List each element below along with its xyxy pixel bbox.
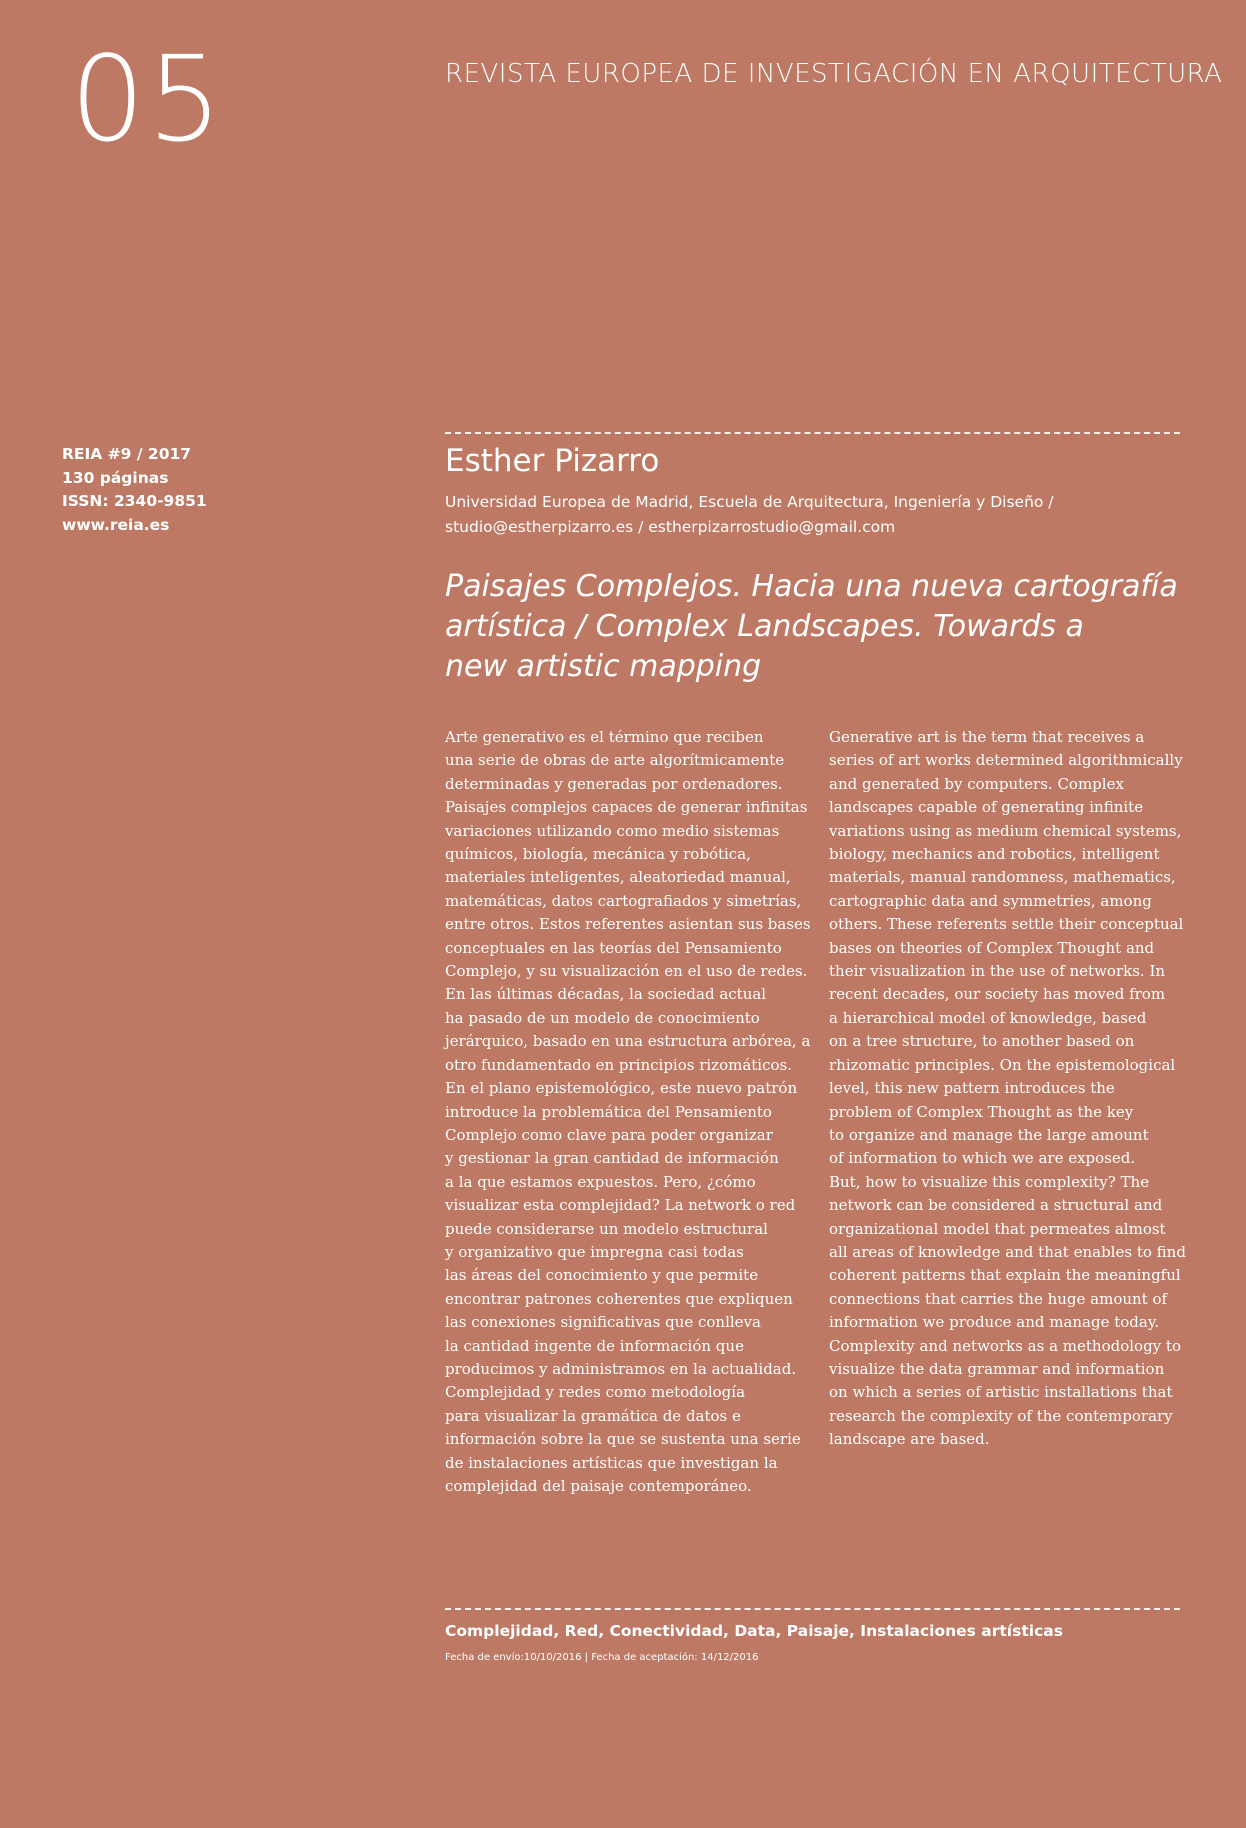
title-line: Paisajes Complejos. Hacia una nueva cartografía: [445, 569, 1178, 604]
author-name: Esther Pizarro: [445, 443, 660, 479]
abstract-line: para visualizar la gramática de datos e: [445, 1406, 741, 1425]
abstract-line: materiales inteligentes, aleatoriedad manual,: [445, 868, 791, 887]
article-title: [445, 567, 1185, 687]
abstract-line: otro fundamentado en principios rizomáticos.: [445, 1055, 792, 1074]
abstract-line: level, this new pattern introduces the: [829, 1079, 1115, 1098]
title-line: artística / Complex Landscapes. Towards a: [445, 609, 1084, 644]
abstract-spanish: [445, 726, 811, 1498]
abstract-line: cartographic data and symmetries, among: [829, 891, 1152, 910]
meta-website-link[interactable]: www.reia.es: [62, 515, 170, 534]
abstract-line: matemáticas, datos cartografiados y simetrías,: [445, 891, 802, 910]
meta-issue: REIA #9 / 2017: [62, 445, 192, 463]
abstract-line: bases on theories of Complex Thought and: [829, 938, 1155, 957]
abstract-line: research the complexity of the contemporary: [829, 1406, 1173, 1425]
abstract-line: landscapes capable of generating infinite: [829, 798, 1144, 817]
author-affiliation: [445, 490, 1185, 540]
abstract-line: determinadas y generadas por ordenadores.: [445, 774, 783, 793]
abstract-english: [829, 726, 1189, 1452]
abstract-line: variations using as medium chemical systems,: [829, 821, 1182, 840]
abstract-line: información sobre la que se sustenta una serie: [445, 1430, 801, 1449]
abstract-line: y organizativo que impregna casi todas: [445, 1242, 744, 1261]
meta-issn: ISSN: 2340-9851: [62, 492, 207, 510]
abstract-line: materials, manual randomness, mathematics,: [829, 868, 1176, 887]
issue-number: 05: [70, 30, 225, 168]
bottom-dashed-divider: [445, 1608, 1180, 1610]
abstract-line: Complexity and networks as a methodology to: [829, 1336, 1181, 1355]
abstract-line: Complejidad y redes como metodología: [445, 1383, 746, 1402]
title-line: new artistic mapping: [445, 649, 762, 684]
abstract-line: las conexiones significativas que conlleva: [445, 1313, 761, 1332]
abstract-line: others. These referents settle their conceptual: [829, 915, 1184, 934]
abstract-line: information we produce and manage today.: [829, 1313, 1160, 1332]
abstract-line: problem of Complex Thought as the key: [829, 1102, 1134, 1121]
abstract-line: una serie de obras de arte algorítmicamente: [445, 751, 785, 770]
abstract-line: producimos y administramos en la actualidad.: [445, 1359, 797, 1378]
abstract-line: puede considerarse un modelo estructural: [445, 1219, 768, 1238]
abstract-line: on a tree structure, to another based on: [829, 1032, 1135, 1051]
journal-title: REVISTA EUROPEA DE INVESTIGACIÓN EN ARQUITECTURA: [445, 59, 1223, 89]
abstract-line: de instalaciones artísticas que investigan la: [445, 1453, 778, 1472]
abstract-line: variaciones utilizando como medio sistemas: [445, 821, 780, 840]
publication-meta: [62, 443, 207, 537]
contact-emails[interactable]: studio@estherpizarro.es / estherpizarrostudio@gmail.com: [445, 518, 896, 536]
abstract-line: complejidad del paisaje contemporáneo.: [445, 1477, 752, 1495]
abstract-line: and generated by computers. Complex: [829, 774, 1124, 793]
submission-dates: Fecha de envío:10/10/2016 | Fecha de aceptación: 14/12/2016: [445, 1652, 759, 1663]
abstract-line: biology, mechanics and robotics, intelligent: [829, 845, 1160, 864]
abstract-line: their visualization in the use of networks. In: [829, 962, 1166, 981]
abstract-line: to organize and manage the large amount: [829, 1125, 1149, 1144]
abstract-line: landscape are based.: [829, 1430, 990, 1449]
abstract-line: organizational model that permeates almost: [829, 1219, 1166, 1238]
abstract-line: En el plano epistemológico, este nuevo patrón: [445, 1079, 798, 1098]
abstract-line: a la que estamos expuestos. Pero, ¿cómo: [445, 1172, 756, 1191]
affiliation-line: Universidad Europea de Madrid, Escuela de Arquitectura, Ingeniería y Diseño /: [445, 493, 1054, 511]
abstract-line: of information to which we are exposed.: [829, 1149, 1136, 1168]
abstract-line: Generative art is the term that receives a: [829, 728, 1145, 746]
abstract-line: But, how to visualize this complexity? The: [829, 1172, 1150, 1191]
abstract-line: a hierarchical model of knowledge, based: [829, 1008, 1147, 1027]
abstract-line: encontrar patrones coherentes que expliquen: [445, 1289, 793, 1308]
meta-pages: 130 páginas: [62, 468, 169, 487]
abstract-line: all areas of knowledge and that enables to find: [829, 1242, 1186, 1261]
abstract-line: recent decades, our society has moved from: [829, 985, 1166, 1004]
abstract-line: Complejo, y su visualización en el uso de redes.: [445, 962, 808, 981]
abstract-line: ha pasado de un modelo de conocimiento: [445, 1008, 760, 1027]
abstract-line: Arte generativo es el término que reciben: [445, 728, 764, 746]
abstract-line: las áreas del conocimiento y que permite: [445, 1266, 759, 1285]
keywords: Complejidad, Red, Conectividad, Data, Paisaje, Instalaciones artísticas: [445, 1622, 1063, 1640]
abstract-line: la cantidad ingente de información que: [445, 1336, 744, 1355]
abstract-line: En las últimas décadas, la sociedad actual: [445, 985, 767, 1004]
abstract-line: y gestionar la gran cantidad de información: [445, 1149, 779, 1168]
top-dashed-divider: [445, 432, 1180, 434]
abstract-line: on which a series of artistic installations that: [829, 1383, 1173, 1402]
abstract-line: coherent patterns that explain the meaningful: [829, 1266, 1181, 1285]
abstract-line: conceptuales en las teorías del Pensamiento: [445, 938, 782, 957]
abstract-line: Complejo como clave para poder organizar: [445, 1125, 773, 1144]
abstract-line: rhizomatic principles. On the epistemological: [829, 1055, 1176, 1074]
abstract-line: introduce la problemática del Pensamiento: [445, 1102, 772, 1121]
abstract-line: jerárquico, basado en una estructura arbórea, a: [445, 1032, 811, 1051]
abstract-line: series of art works determined algorithmically: [829, 751, 1183, 770]
abstract-line: connections that carries the huge amount of: [829, 1289, 1168, 1308]
abstract-line: visualize the data grammar and information: [829, 1359, 1165, 1378]
abstract-line: network can be considered a structural and: [829, 1196, 1163, 1215]
abstract-line: químicos, biología, mecánica y robótica,: [445, 845, 751, 864]
abstract-line: entre otros. Estos referentes asientan sus bases: [445, 915, 811, 934]
abstract-line: Paisajes complejos capaces de generar infinitas: [445, 798, 808, 817]
abstract-line: visualizar esta complejidad? La network o red: [445, 1196, 796, 1215]
